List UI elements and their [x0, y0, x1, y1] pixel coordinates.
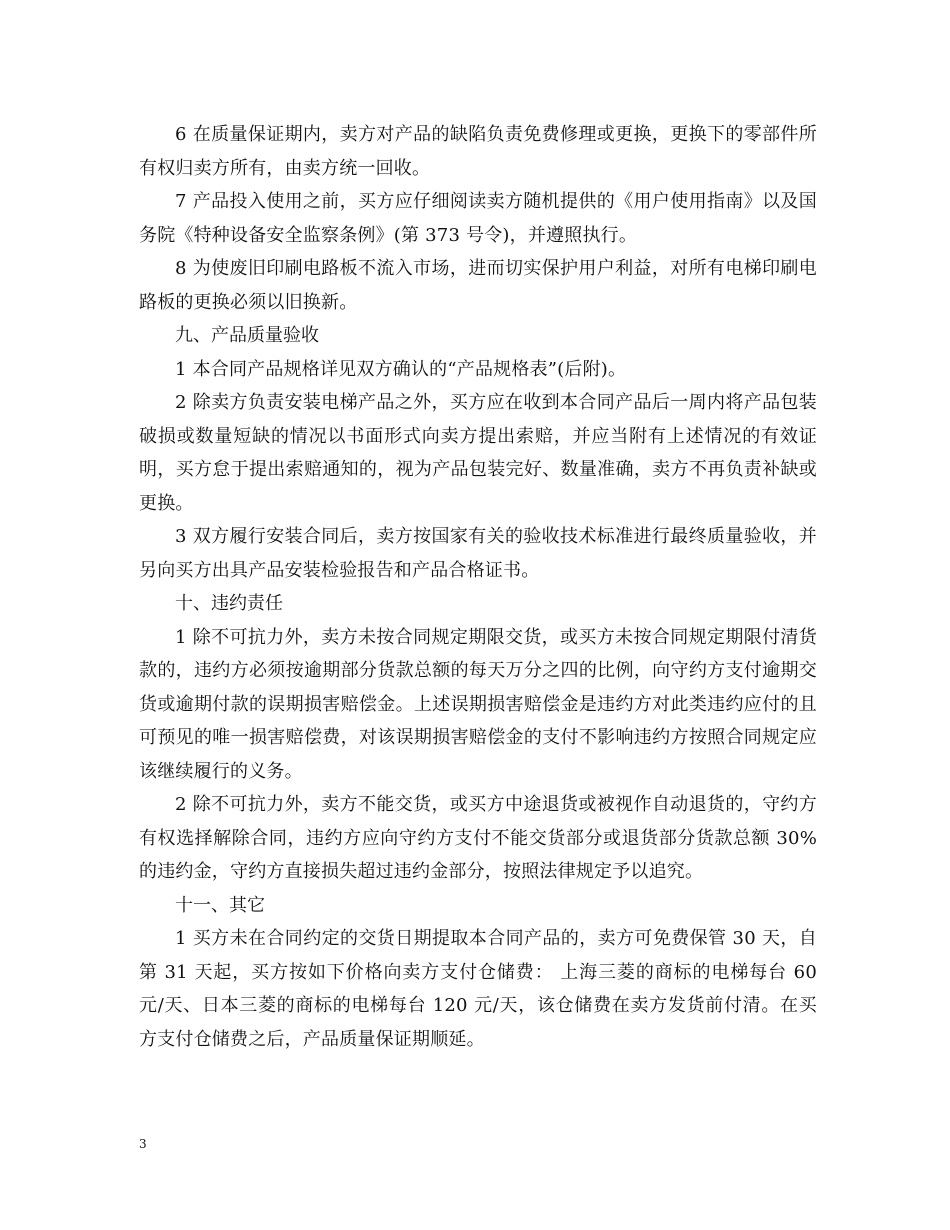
clause-7-user-guide: 7 产品投入使用之前，买方应仔细阅读卖方随机提供的《用户使用指南》以及国务院《特种设备安全监察条例》(第 373 号令)，并遵照执行。	[139, 191, 817, 246]
clause-10-1-late-penalty: 1 除不可抗力外，卖方未按合同规定期限交货，或买方未按合同规定期限付清货款的，违约方必须按逾期部分货款总额的每天万分之四的比例，向守约方支付逾期交货或逾期付款的误期损害赔偿金。上述误期损害赔偿金是违约方对此类违约应付的且可预见的唯一损害赔偿费，对该误期损害赔偿金的支付不影响违约方按照合同规定应该继续履行的义务。	[139, 626, 817, 782]
clause-10-2-termination: 2 除不可抗力外，卖方不能交货，或买方中途退货或被视作自动退货的，守约方有权选择解除合同，违约方应向守约方支付不能交货部分或退货部分货款总额 30%的违约金，守约方直接损失超过违约金部分，按照法律规定予以追究。	[139, 794, 817, 882]
clause-9-2-packaging-claim: 2 除卖方负责安装电梯产品之外，买方应在收到本合同产品后一周内将产品包装破损或数量短缺的情况以书面形式向卖方提出索赔，并应当附有上述情况的有效证明，买方怠于提出索赔通知的，视为产品包装完好、数量准确，卖方不再负责补缺或更换。	[139, 392, 817, 514]
document-body	[139, 118, 817, 1056]
clause-9-3-final-acceptance: 3 双方履行安装合同后，卖方按国家有关的验收技术标准进行最终质量验收，并另向买方出具产品安装检验报告和产品合格证书。	[139, 526, 817, 581]
clause-9-1-spec-sheet: 1 本合同产品规格详见双方确认的“产品规格表”(后附)。	[175, 358, 627, 380]
clause-6-warranty-repair: 6 在质量保证期内，卖方对产品的缺陷负责免费修理或更换，更换下的零部件所有权归卖方所有，由卖方统一回收。	[139, 124, 817, 179]
page-number: 3	[139, 1137, 147, 1151]
clause-8-circuit-board: 8 为使废旧印刷电路板不流入市场，进而切实保护用户利益，对所有电梯印刷电路板的更换必须以旧换新。	[139, 258, 817, 313]
section-9-heading: 九、产品质量验收	[175, 325, 319, 346]
section-11-heading: 十一、其它	[175, 894, 265, 916]
clause-11-1-storage-fee: 1 买方未在合同约定的交货日期提取本合同产品的，卖方可免费保管 30 天，自第 31 天起，买方按如下价格向卖方支付仓储费： 上海三菱的商标的电梯每台 60 元/天、日本三菱的商标的电梯每台 120 元/天，该仓储费在卖方发货前付清。在买方支付仓储费之后，产品质量保证期顺延。	[139, 928, 817, 1050]
section-10-heading: 十、违约责任	[175, 593, 283, 614]
